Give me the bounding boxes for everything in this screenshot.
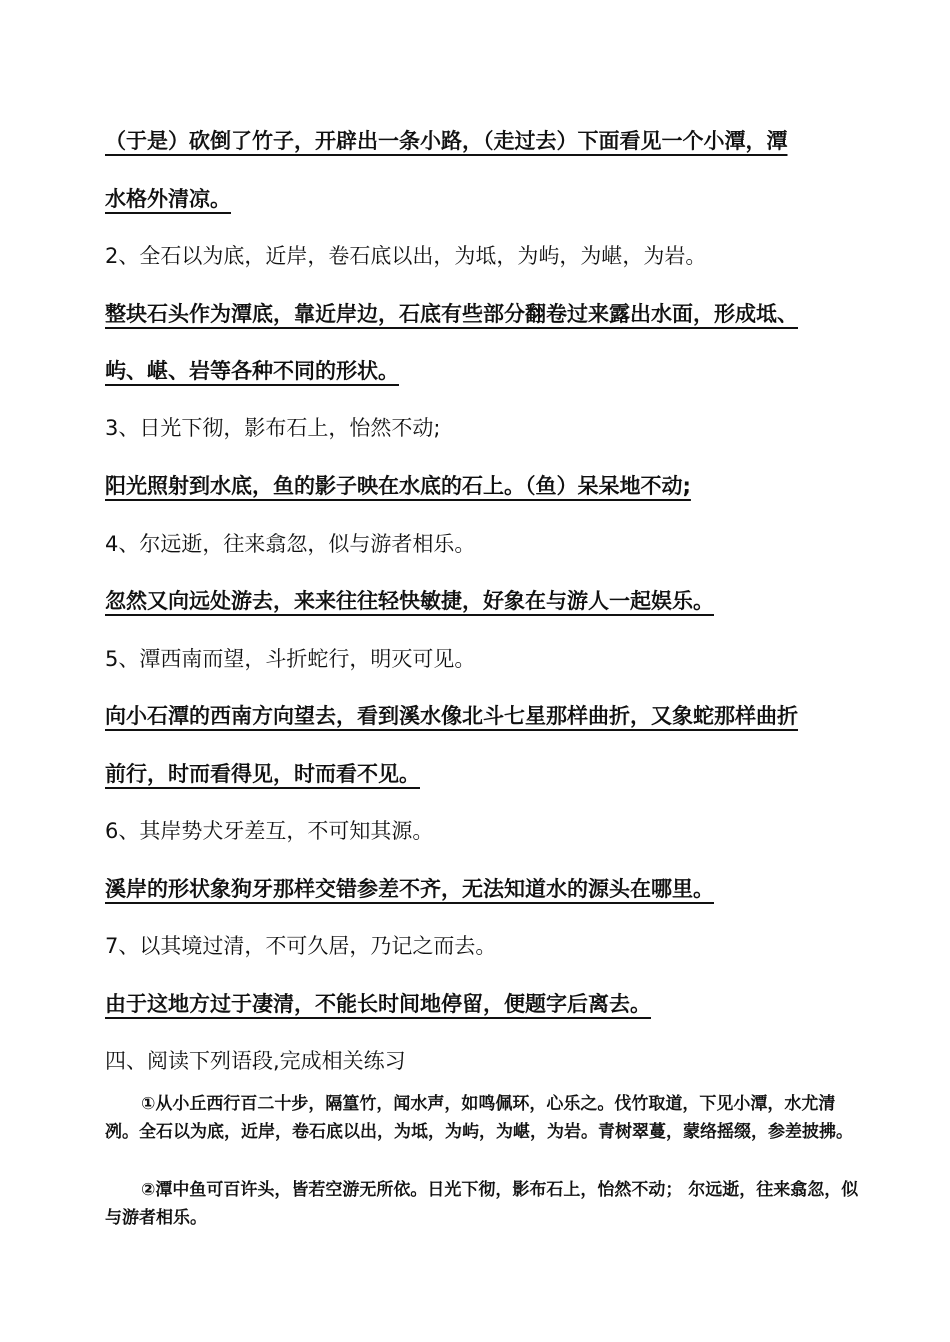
question-2: 2、全石以为底，近岸，卷石底以出，为坻，为屿，为嵁，为岩。 bbox=[105, 244, 707, 268]
answer-7: 由于这地方过于凄清，不能长时间地停留，便题字后离去。 bbox=[105, 992, 651, 1016]
answer-6: 溪岸的形状象狗牙那样交错参差不齐，无法知道水的源头在哪里。 bbox=[105, 877, 714, 901]
answer-4: 忽然又向远处游去，来来往往轻快敏捷，好象在与游人一起娱乐。 bbox=[105, 589, 714, 613]
answer-1-line-1: （于是）砍倒了竹子，开辟出一条小路，（走过去）下面看见一个小潭，潭 bbox=[105, 129, 788, 153]
answer-1-line-2: 水格外清凉。 bbox=[105, 187, 231, 211]
passage-paragraph-1: ①从小丘西行百二十步，隔篁竹，闻水声，如鸣佩环，心乐之。伐竹取道，下见小潭，水尤清冽。全石以为底，近岸，卷石底以出，为坻，为屿，为嵁，为岩。青树翠蔓，蒙络摇缀，参差披拂。 bbox=[105, 1094, 853, 1142]
answer-2-line-2: 屿、嵁、岩等各种不同的形状。 bbox=[105, 359, 399, 383]
answer-5-line-2: 前行，时而看得见，时而看不见。 bbox=[105, 762, 420, 786]
question-7: 7、以其境过清，不可久居，乃记之而去。 bbox=[105, 934, 497, 958]
answer-3: 阳光照射到水底，鱼的影子映在水底的石上。（鱼）呆呆地不动; bbox=[105, 474, 691, 498]
question-5: 5、潭西南而望，斗折蛇行，明灭可见。 bbox=[105, 647, 476, 671]
question-3: 3、日光下彻，影布石上，怡然不动; bbox=[105, 416, 441, 440]
section-4-heading: 四、阅读下列语段,完成相关练习 bbox=[105, 1049, 406, 1073]
answer-5-line-1: 向小石潭的西南方向望去，看到溪水像北斗七星那样曲折，又象蛇那样曲折 bbox=[105, 704, 798, 728]
passage-paragraph-2: ②潭中鱼可百许头，皆若空游无所依。日光下彻，影布石上，怡然不动； 尔远逝，往来翕忽，似与游者相乐。 bbox=[105, 1180, 859, 1228]
answer-2-line-1: 整块石头作为潭底，靠近岸边，石底有些部分翻卷过来露出水面，形成坻、 bbox=[105, 302, 798, 326]
question-6: 6、其岸势犬牙差互，不可知其源。 bbox=[105, 819, 434, 843]
question-4: 4、尔远逝，往来翕忽，似与游者相乐。 bbox=[105, 532, 476, 556]
